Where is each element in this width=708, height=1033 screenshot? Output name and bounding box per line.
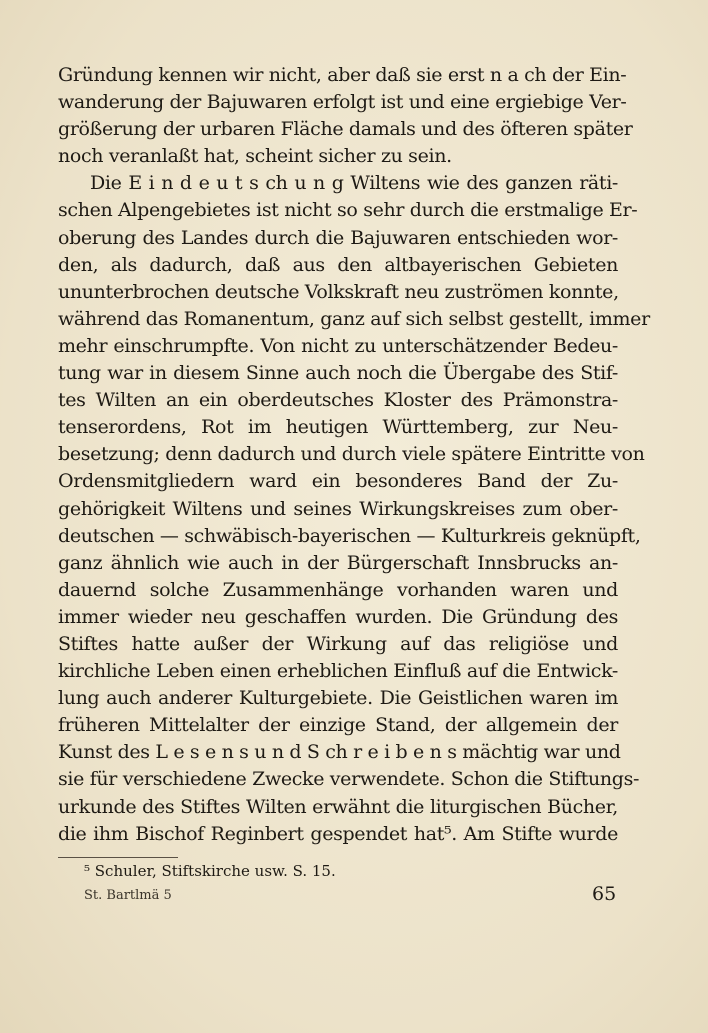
text-line: gehörigkeit Wiltens und seines Wirkungskreises zum ober- — [58, 497, 618, 520]
text-line: tung war in diesem Sinne auch noch die Übergabe des Stif- — [58, 362, 618, 385]
text-line: noch veranlaßt hat, scheint sicher zu sein. — [58, 145, 452, 168]
text-line: wanderung der Bajuwaren erfolgt ist und eine ergiebige Ver- — [58, 91, 627, 114]
body-text — [58, 62, 650, 848]
text-line: mehr einschrumpfte. Von nicht zu unterschätzender Bedeu- — [58, 334, 618, 357]
text-line: dauernd solche Zusammenhänge vorhanden waren und — [58, 578, 618, 601]
footnote-divider — [58, 857, 178, 858]
text-line: immer wieder neu geschaffen wurden. Die Gründung des — [58, 605, 618, 628]
text-line: ganz ähnlich wie auch in der Bürgerschaft Innsbrucks an- — [58, 551, 618, 574]
text-line: tenserordens, Rot im heutigen Württemberg, zur Neu- — [58, 416, 618, 439]
footnote: ⁵ Schuler, Stiftskirche usw. S. 15. — [84, 862, 336, 880]
text-line: Gründung kennen wir nicht, aber daß sie erst n a ch der Ein- — [58, 64, 627, 86]
text-line: ununterbrochen deutsche Volkskraft neu zuströmen konnte, — [58, 280, 619, 303]
text-line: schen Alpengebietes ist nicht so sehr durch die erstmalige Er- — [58, 199, 638, 222]
text-line: oberung des Landes durch die Bajuwaren entschieden wor- — [58, 226, 618, 249]
text-line: besetzung; denn dadurch und durch viele spätere Eintritte von — [58, 443, 645, 466]
text-line: Kunst des L e s e n s u n d S ch r e i b e n s mächtig war und — [58, 741, 621, 764]
text-line: die ihm Bischof Reginbert gespendet hat⁵. Am Stifte wurde — [58, 822, 618, 845]
text-line: kirchliche Leben einen erheblichen Einfluß auf die Entwick- — [58, 660, 618, 683]
text-line: urkunde des Stiftes Wilten erwähnt die liturgischen Bücher, — [58, 795, 618, 818]
text-line: Ordensmitgliedern ward ein besonderes Band der Zu- — [58, 470, 618, 493]
text-line: lung auch anderer Kulturgebiete. Die Geistlichen waren im — [58, 687, 618, 710]
text-line: größerung der urbaren Fläche damals und des öfteren später — [58, 118, 633, 141]
text-line: deutschen — schwäbisch-bayerischen — Kulturkreis geknüpft, — [58, 524, 641, 547]
text-line: Stiftes hatte außer der Wirkung auf das religiöse und — [58, 632, 618, 655]
text-line: Die E i n d e u t s ch u n g Wiltens wie des ganzen räti- — [90, 172, 618, 195]
text-line: früheren Mittelalter der einzige Stand, der allgemein der — [58, 714, 618, 737]
text-line: während das Romanentum, ganz auf sich selbst gestellt, immer — [58, 307, 650, 330]
printer-signature: St. Bartlmä 5 — [84, 888, 172, 903]
text-line: tes Wilten an ein oberdeutsches Kloster des Prämonstra- — [58, 389, 618, 412]
text-line: sie für verschiedene Zwecke verwendete. Schon die Stiftungs- — [58, 768, 640, 791]
text-line: den, als dadurch, daß aus den altbayerischen Gebieten — [58, 253, 618, 276]
page-number: 65 — [592, 883, 617, 905]
